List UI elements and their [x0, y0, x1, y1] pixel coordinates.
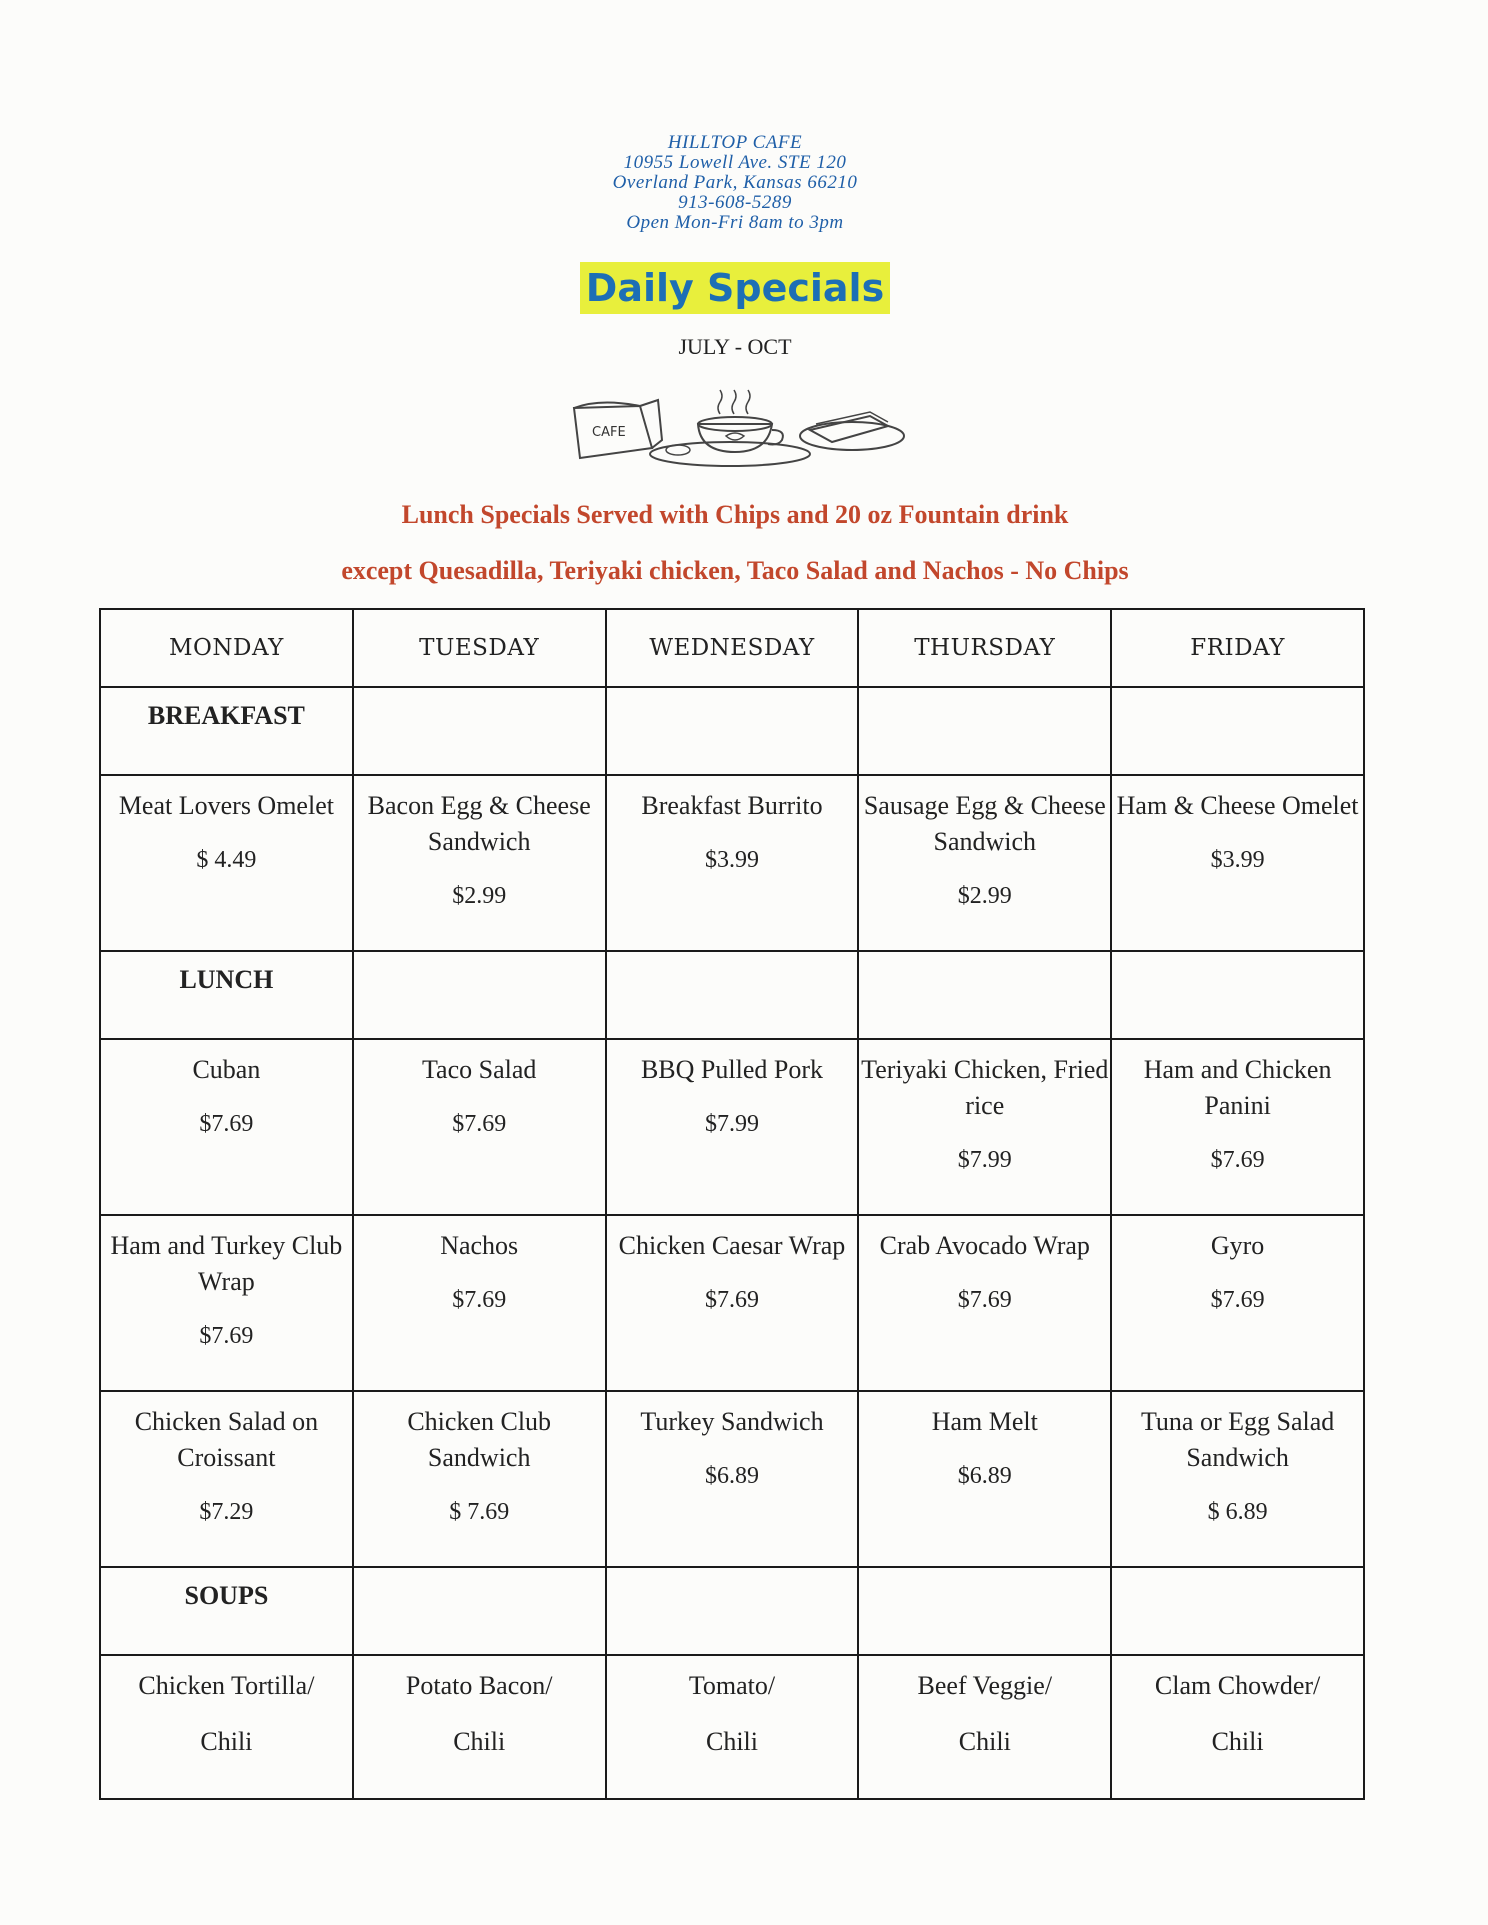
item-price: $ 7.69 [449, 1499, 510, 1525]
item-price: $ 4.49 [196, 847, 257, 873]
soup-name: Potato Bacon/ [405, 1671, 553, 1700]
section-label-soups: SOUPS [100, 1567, 353, 1655]
cafe-hours: Open Mon-Fri 8am to 3pm [626, 212, 844, 233]
menu-item [606, 1391, 859, 1567]
item-price: $3.99 [1210, 847, 1265, 873]
item-name: Meat Lovers Omelet [118, 791, 334, 820]
soup-alt: Chili [200, 1727, 253, 1756]
menu-item [858, 1391, 1111, 1567]
day-header: WEDNESDAY [606, 609, 859, 687]
item-name: Breakfast Burrito [641, 791, 823, 820]
day-header: FRIDAY [1111, 609, 1364, 687]
soup-alt: Chili [705, 1727, 758, 1756]
item-name: Turkey Sandwich [640, 1407, 824, 1436]
day-header: MONDAY [100, 609, 353, 687]
section-row-lunch [100, 951, 1364, 1039]
item-price: $3.99 [704, 847, 759, 873]
item-price: $7.69 [957, 1287, 1012, 1313]
item-name: Chicken Club Sandwich [407, 1407, 552, 1472]
item-name: Gyro [1210, 1231, 1265, 1260]
menu-item [1111, 1215, 1364, 1391]
item-name: Chicken Caesar Wrap [618, 1231, 846, 1260]
item-name: Ham & Cheese Omelet [1116, 791, 1359, 820]
item-price: $7.69 [1210, 1287, 1265, 1313]
lunch-row [100, 1391, 1364, 1567]
soup-item [858, 1655, 1111, 1799]
item-name: Ham and Turkey Club Wrap [110, 1231, 343, 1296]
item-name: Taco Salad [421, 1055, 537, 1084]
lunch-row [100, 1215, 1364, 1391]
menu-item [353, 1391, 606, 1567]
lunch-notice-line2: except Quesadilla, Teriyaki chicken, Taco Salad and Nachos - No Chips [341, 556, 1129, 585]
season-label: JULY - OCT [678, 334, 792, 359]
section-label-breakfast: BREAKFAST [100, 687, 353, 775]
cafe-address-line1: 10955 Lowell Ave. STE 120 [623, 152, 847, 173]
breakfast-row [100, 775, 1364, 951]
item-name: Crab Avocado Wrap [879, 1231, 1090, 1260]
soup-alt: Chili [1211, 1727, 1264, 1756]
illustration-label: CAFE [592, 425, 626, 440]
soup-name: Clam Chowder/ [1154, 1671, 1321, 1700]
day-header: THURSDAY [858, 609, 1111, 687]
section-label-lunch: LUNCH [100, 951, 353, 1039]
menu-item [606, 1039, 859, 1215]
lunch-row [100, 1039, 1364, 1215]
item-price: $7.29 [199, 1499, 254, 1525]
section-row-soups [100, 1567, 1364, 1655]
item-price: $7.69 [199, 1111, 254, 1137]
day-header-row [100, 609, 1364, 687]
item-price: $6.89 [957, 1463, 1012, 1489]
menu-item [606, 1215, 859, 1391]
item-price: $7.99 [957, 1147, 1012, 1173]
item-name: Ham Melt [931, 1407, 1038, 1436]
item-price: $2.99 [452, 883, 507, 909]
cafe-header [0, 133, 1470, 233]
cafe-illustration-icon [570, 388, 905, 468]
soup-item [1111, 1655, 1364, 1799]
item-name: Nachos [440, 1231, 519, 1260]
menu-item [606, 775, 859, 951]
item-name: Cuban [192, 1055, 261, 1084]
item-price: $2.99 [957, 883, 1012, 909]
item-price: $6.89 [704, 1463, 759, 1489]
soup-name: Beef Veggie/ [917, 1671, 1053, 1700]
cafe-address-line2: Overland Park, Kansas 66210 [612, 172, 858, 193]
item-price: $7.69 [1210, 1147, 1265, 1173]
specials-table [99, 608, 1365, 1800]
item-name: Sausage Egg & Cheese Sandwich [863, 791, 1106, 856]
menu-item [100, 1391, 353, 1567]
soup-alt: Chili [453, 1727, 506, 1756]
menu-item [858, 775, 1111, 951]
lunch-notice-line1: Lunch Specials Served with Chips and 20 oz Fountain drink [401, 500, 1069, 529]
menu-item [858, 1215, 1111, 1391]
soups-row [100, 1655, 1364, 1799]
title-wrap [0, 262, 1470, 314]
item-name: Chicken Salad on Croissant [134, 1407, 319, 1472]
item-name: BBQ Pulled Pork [640, 1055, 823, 1084]
item-name: Tuna or Egg Salad Sandwich [1140, 1407, 1335, 1472]
soup-item [100, 1655, 353, 1799]
cafe-phone: 913-608-5289 [678, 192, 792, 213]
cafe-name: HILLTOP CAFE [667, 132, 803, 153]
menu-item [1111, 775, 1364, 951]
menu-item [100, 1215, 353, 1391]
menu-item [353, 1039, 606, 1215]
menu-item [100, 1039, 353, 1215]
soup-name: Tomato/ [688, 1671, 776, 1700]
item-price: $7.69 [452, 1287, 507, 1313]
item-price: $7.99 [704, 1111, 759, 1137]
item-price: $ 6.89 [1207, 1499, 1268, 1525]
item-price: $7.69 [199, 1323, 254, 1349]
menu-item [353, 1215, 606, 1391]
menu-item [858, 1039, 1111, 1215]
page-title: Daily Specials [580, 262, 890, 314]
day-header: TUESDAY [353, 609, 606, 687]
item-name: Bacon Egg & Cheese Sandwich [367, 791, 591, 856]
soup-name: Chicken Tortilla/ [138, 1671, 315, 1700]
menu-item [1111, 1391, 1364, 1567]
menu-item [1111, 1039, 1364, 1215]
section-row-breakfast [100, 687, 1364, 775]
item-price: $7.69 [704, 1287, 759, 1313]
menu-item [353, 775, 606, 951]
item-name: Ham and Chicken Panini [1143, 1055, 1332, 1120]
item-price: $7.69 [452, 1111, 507, 1137]
menu-item [100, 775, 353, 951]
soup-item [606, 1655, 859, 1799]
soup-item [353, 1655, 606, 1799]
item-name: Teriyaki Chicken, Fried rice [861, 1055, 1109, 1120]
soup-alt: Chili [958, 1727, 1011, 1756]
